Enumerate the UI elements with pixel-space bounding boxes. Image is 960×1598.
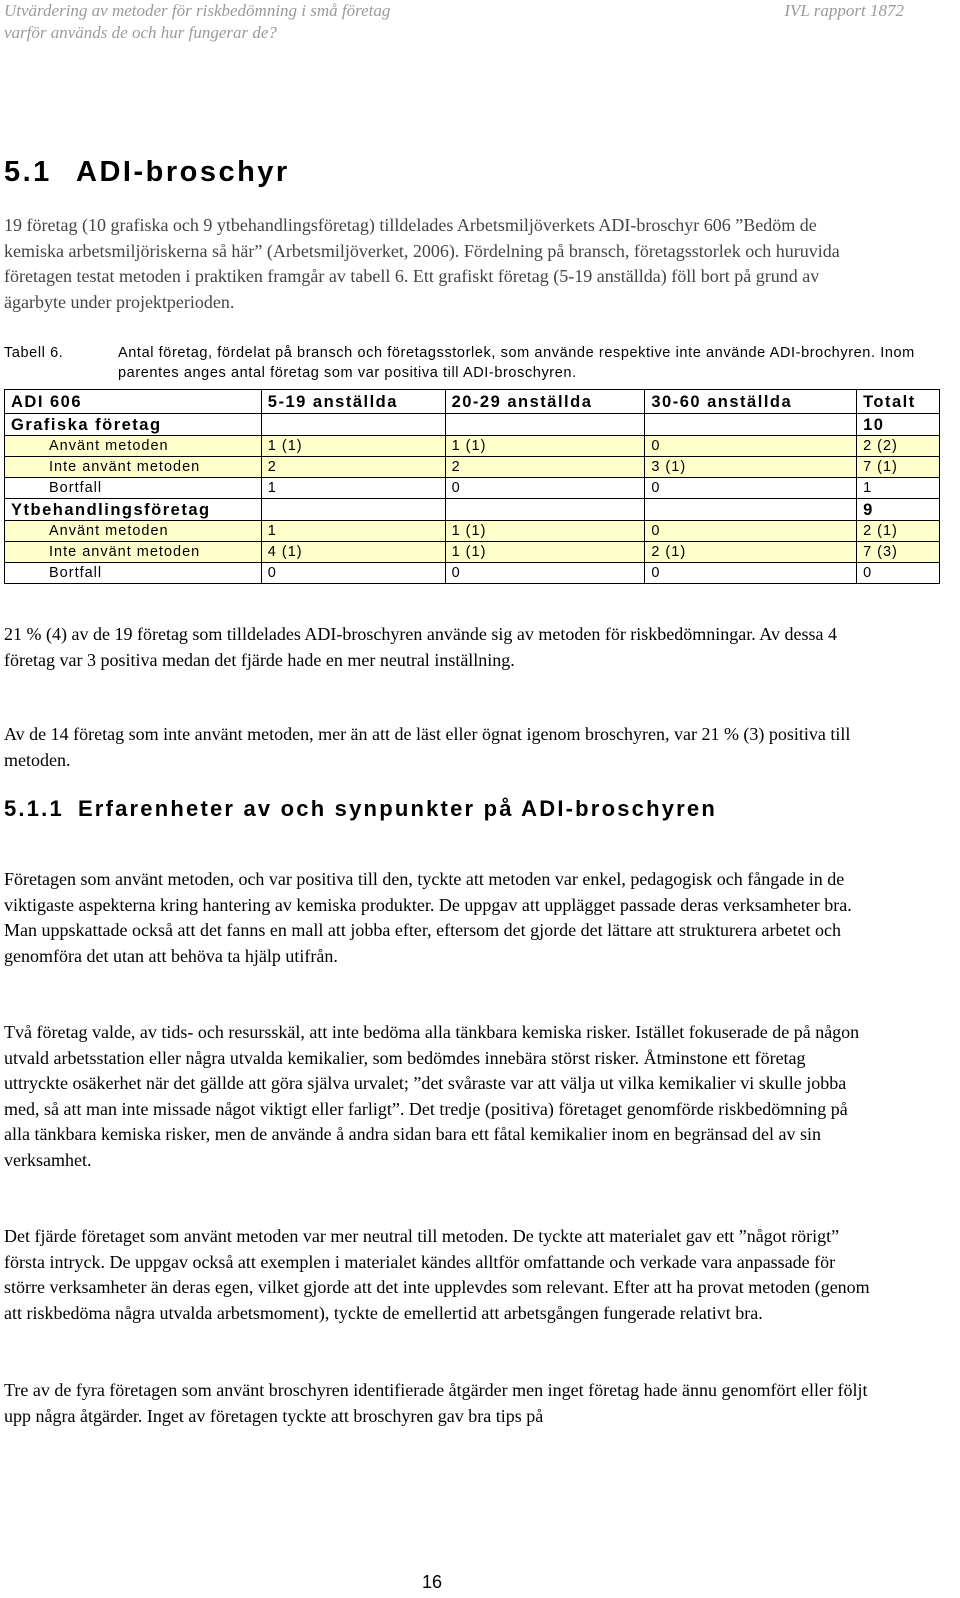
table-group-row (5, 414, 940, 436)
table-caption-text: Antal företag, fördelat på bransch och företagsstorlek, som använde respektive inte använde ADI-brochyren. Inom parentes anges antal företag som var positiva till ADI-broschyren. (118, 345, 915, 381)
table-cell: 1 (261, 521, 445, 542)
table-header-cell: ADI 606 (5, 390, 262, 414)
section-title: ADI-broschyr (76, 156, 290, 188)
table-cell: 1 (261, 478, 445, 499)
group-name: Grafiska företag (5, 414, 262, 436)
table-cell: 0 (261, 563, 445, 584)
table-cell: 1 (1) (261, 436, 445, 457)
subsection-heading (4, 796, 717, 822)
table-cell: 0 (645, 521, 857, 542)
table-cell: 1 (1) (445, 521, 645, 542)
table-row (5, 542, 940, 563)
body-paragraph-4: Tre av de fyra företagen som använt broschyren identifierade åtgärder men inget företag hade ännu genomfört eller följt upp några åtgärder. Inget av företagen tyckte att broschyren gav bra tips på (4, 1380, 868, 1426)
subsection-number: 5.1.1 (4, 796, 64, 821)
table-row (5, 436, 940, 457)
table-cell: 3 (1) (645, 457, 857, 478)
table-header-cell: 5-19 anställda (261, 390, 445, 414)
row-label: Inte använt metoden (5, 542, 262, 563)
table-cell: 1 (1) (445, 436, 645, 457)
running-header (4, 0, 390, 44)
table-cell: 7 (3) (857, 542, 940, 563)
group-name: Ytbehandlingsföretag (5, 499, 262, 521)
section-number: 5.1 (4, 156, 52, 188)
header-report-id: IVL rapport 1872 (784, 1, 904, 20)
table-caption-label: Tabell 6. (4, 345, 64, 361)
table-header-cell: 20-29 anställda (445, 390, 645, 414)
header-title-line1: Utvärdering av metoder för riskbedömning i små företag (4, 1, 391, 20)
table-cell: 7 (1) (857, 457, 940, 478)
intro-paragraph: 19 företag (10 grafiska och 9 ytbehandlingsföretag) tilldelades Arbetsmiljöverkets ADI-broschyr 606 ”Bedöm de kemiska arbetsmiljöriskerna så här” (Arbetsmiljöverket, 2006). Fördelning på bransch, företagsstorlek och huruvida företagen testat metoden i praktiken framgår av tabell 6. Ett grafiskt företag (5-19 anställda) föll bort på grund av ägarbyte under projektperioden. (4, 215, 840, 312)
table-header-cell: Totalt (857, 390, 940, 414)
table-cell: 0 (645, 436, 857, 457)
table-cell: 2 (445, 457, 645, 478)
row-label: Inte använt metoden (5, 457, 262, 478)
table-cell: 0 (857, 563, 940, 584)
table-cell: 1 (1) (445, 542, 645, 563)
table-cell: 2 (1) (857, 521, 940, 542)
adi-table (4, 389, 940, 584)
table-row (5, 521, 940, 542)
group-total: 9 (857, 499, 940, 521)
table-cell: 1 (857, 478, 940, 499)
table-row (5, 563, 940, 584)
result-paragraph-1: 21 % (4) av de 19 företag som tilldelades ADI-broschyren använde sig av metoden för riskbedömningar. Av dessa 4 företag var 3 positiva medan det fjärde hade en mer neutral inställning. (4, 624, 837, 670)
table-cell: 0 (445, 563, 645, 584)
body-paragraph-2: Två företag valde, av tids- och resursskäl, att inte bedöma alla tänkbara kemiska risker. Istället fokuserade de på någon utvald arbetsstation eller några utvalda kemikalier, som bedömdes innebära störst risker. Åtminstone ett företag uttryckte osäkerhet när det gällde att göra själva urvalet; ”det svåraste var att välja ut vilka kemikalier vi skulle jobba med, så att man inte missade något viktigt eller farligt”. Det tredje (positiva) företaget genomförde riskbedömning på alla tänkbara kemiska risker, men de använde å andra sidan bara ett fåtal kemikalier inom en begränsad del av sin verksamhet. (4, 1022, 860, 1170)
table-row (5, 457, 940, 478)
table-header-cell: 30-60 anställda (645, 390, 857, 414)
table-cell: 0 (645, 563, 857, 584)
table-cell: 0 (445, 478, 645, 499)
row-label: Bortfall (5, 478, 262, 499)
table-cell: 2 (261, 457, 445, 478)
page-number: 16 (422, 1572, 443, 1592)
table-caption (4, 343, 934, 383)
header-title-line2: varför används de och hur fungerar de? (4, 23, 277, 42)
table-cell: 2 (2) (857, 436, 940, 457)
body-paragraph-1: Företagen som använt metoden, och var positiva till den, tyckte att metoden var enkel, pedagogisk och fångade in de viktigaste aspekterna kring hantering av kemiska produkter. De uppgav att upplägget passade deras verksamheter bra. Man uppskattade också att det fanns en mall att jobba efter, eftersom det gjorde det lättare att strukturera arbetet och genomföra det utan att behöva ta hjälp utifrån. (4, 869, 852, 966)
result-paragraph-2: Av de 14 företag som inte använt metoden, mer än att de läst eller ögnat igenom broschyren, var 21 % (3) positiva till metoden. (4, 724, 851, 770)
table-cell: 4 (1) (261, 542, 445, 563)
table-cell: 2 (1) (645, 542, 857, 563)
section-heading (4, 156, 290, 189)
row-label: Använt metoden (5, 521, 262, 542)
body-paragraph-3: Det fjärde företaget som använt metoden var mer neutral till metoden. De tyckte att materialet gav ett ”något rörigt” första intryck. De uppgav också att exemplen i materialet kändes alltför omfattande och verkade vara anpassade för större verksamheter än deras egen, vilket gjorde att det inte upplevdes som relevant. Efter att ha provat metoden (genom att riskbedöma några utvalda arbetsmoment), tyckte de emellertid att arbetsgången fungerade relativt bra. (4, 1226, 870, 1323)
table-group-row (5, 499, 940, 521)
table-header-row (5, 390, 940, 414)
row-label: Bortfall (5, 563, 262, 584)
table-cell: 0 (645, 478, 857, 499)
group-total: 10 (857, 414, 940, 436)
table-row (5, 478, 940, 499)
subsection-title: Erfarenheter av och synpunkter på ADI-broschyren (77, 796, 717, 821)
row-label: Använt metoden (5, 436, 262, 457)
